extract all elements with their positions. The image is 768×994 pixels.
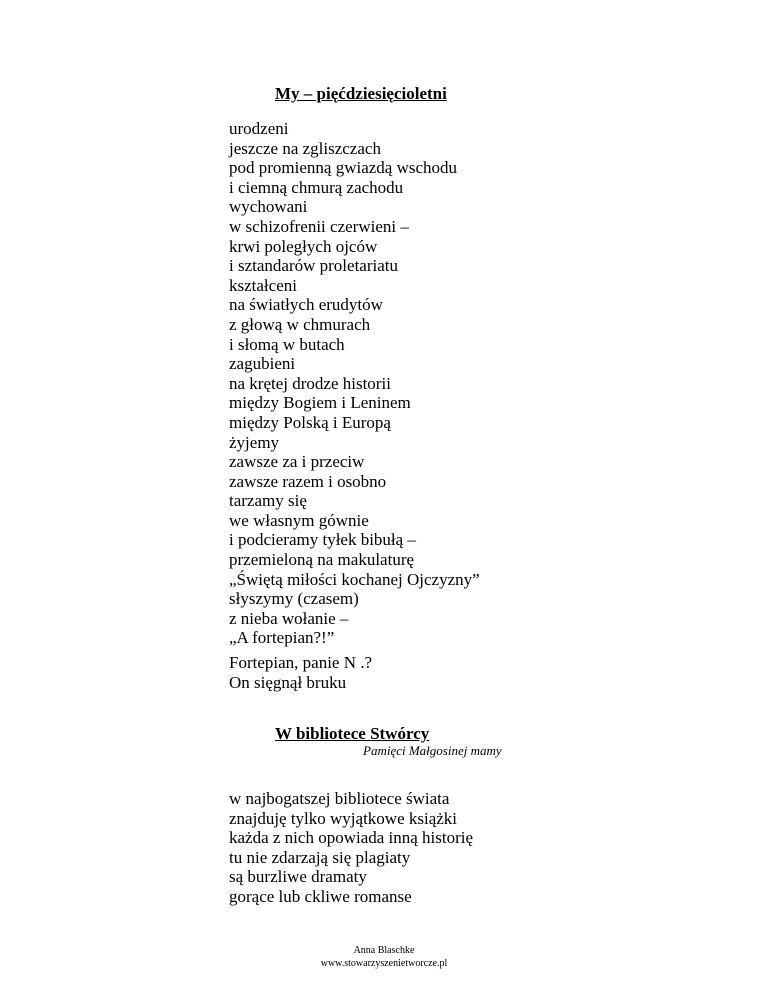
poem-line: On sięgnął bruku	[229, 672, 347, 692]
poem-line: każda z nich opowiada inną historię	[229, 828, 474, 848]
poem-stanza	[229, 653, 372, 692]
poem-line: kształceni	[229, 275, 297, 295]
poem-line: żyjemy	[229, 432, 280, 452]
page-footer	[0, 944, 768, 970]
poem-line: i sztandarów proletariatu	[229, 256, 398, 276]
footer-website: www.stowarzyszenietworcze.pl	[320, 958, 448, 969]
footer-author: Anna Blaschke	[353, 945, 415, 956]
poem-line: między Polską i Europą	[229, 412, 391, 432]
poem-dedication: Pamięci Małgosinej mamy	[363, 743, 502, 758]
poem-line: zawsze razem i osobno	[229, 471, 387, 491]
poem-line: we własnym gównie	[229, 510, 369, 530]
poem-line: i słomą w butach	[229, 334, 345, 354]
poem-line: i ciemną chmurą zachodu	[229, 177, 404, 197]
poem-line: znajduję tylko wyjątkowe książki	[229, 808, 458, 828]
poem-line: między Bogiem i Leninem	[229, 393, 411, 413]
poem-title: W bibliotece Stwórcy	[275, 724, 430, 743]
poem-line: zawsze za i przeciw	[229, 452, 365, 472]
poem-line: tarzamy się	[229, 491, 307, 511]
poem-line: w najbogatszej bibliotece świata	[229, 789, 450, 808]
poem-line: „Świętą miłości kochanej Ojczyzny”	[229, 569, 480, 589]
poem-line: urodzeni	[229, 119, 289, 138]
poem-line: przemieloną na makulaturę	[229, 550, 415, 570]
poem-line: i podcieramy tyłek bibułą –	[229, 530, 416, 550]
poem-line: w schizofrenii czerwieni –	[229, 216, 409, 236]
poem-line: jeszcze na zgliszczach	[229, 138, 381, 158]
poem-line: krwi poległych ojców	[229, 236, 378, 256]
poem-line: „A fortepian?!”	[229, 628, 335, 648]
poem-line: słyszymy (czasem)	[229, 589, 359, 609]
poem-title: My – pięćdziesięcioletni	[275, 84, 447, 103]
poem-line: zagubieni	[229, 354, 296, 374]
poem-line: Fortepian, panie N .?	[229, 653, 373, 672]
poem-stanza	[229, 119, 480, 648]
poem-line: wychowani	[229, 197, 308, 217]
poem-line: na światłych erudytów	[229, 295, 383, 315]
poem-line: tu nie zdarzają się plagiaty	[229, 847, 411, 867]
poem-line: są burzliwe dramaty	[229, 867, 367, 887]
poem-line: gorące lub ckliwe romanse	[229, 886, 412, 906]
poem-line: z głową w chmurach	[229, 314, 371, 334]
poem-line: z nieba wołanie –	[229, 608, 349, 628]
poem-stanza	[229, 789, 473, 907]
poem-line: pod promienną gwiazdą wschodu	[229, 158, 458, 178]
poem-line: na krętej drodze historii	[229, 373, 391, 393]
